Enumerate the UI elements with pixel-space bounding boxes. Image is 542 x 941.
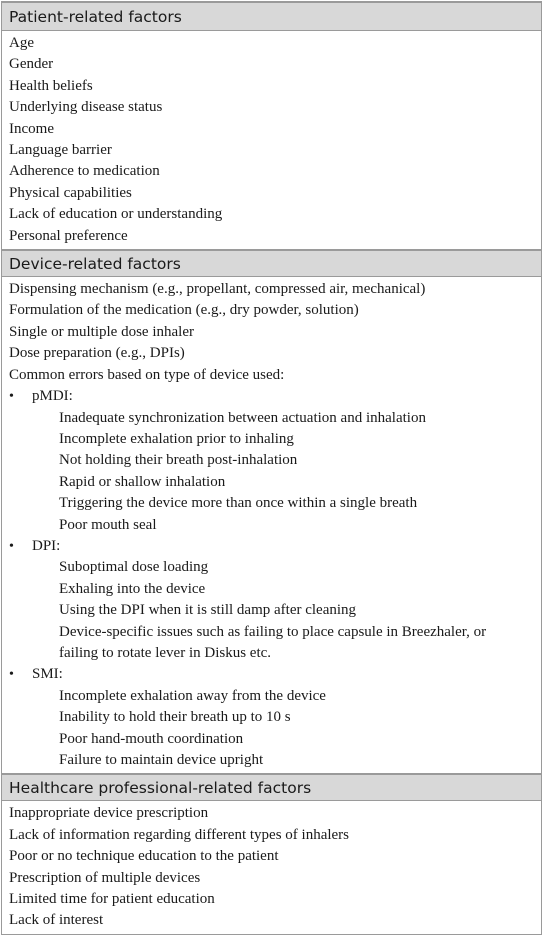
section-body-device xyxy=(2,277,541,773)
list-item: Inappropriate device prescription xyxy=(9,805,209,822)
device-group-pmdi xyxy=(2,386,541,407)
list-item: Language barrier xyxy=(9,142,112,159)
device-error-item: Poor hand-mouth coordination xyxy=(59,730,244,747)
factors-table xyxy=(1,1,542,935)
list-item: Income xyxy=(9,120,54,137)
list-item: Lack of education or understanding xyxy=(9,206,223,223)
section-header-device: Device-related factors xyxy=(2,249,541,277)
list-item: Gender xyxy=(9,56,54,73)
list-item: Dose preparation (e.g., DPIs) xyxy=(9,345,185,362)
list-item: Single or multiple dose inhaler xyxy=(9,323,194,340)
device-group-label: SMI: xyxy=(32,666,63,683)
list-item: Lack of information regarding different types of inhalers xyxy=(9,826,350,843)
device-error-item: Inadequate synchronization between actuation and inhalation xyxy=(59,409,426,426)
device-error-item: Device-specific issues such as failing to place capsule in Breezhaler, or xyxy=(59,623,487,640)
section-patient-factors xyxy=(2,3,541,249)
list-item: Common errors based on type of device used: xyxy=(9,366,285,383)
device-error-item: failing to rotate lever in Diskus etc. xyxy=(59,644,272,661)
list-item: Dispensing mechanism (e.g., propellant, compressed air, mechanical) xyxy=(9,281,426,298)
list-item: Lack of interest xyxy=(9,912,104,929)
device-group-smi xyxy=(2,664,541,685)
list-item: Health beliefs xyxy=(9,77,93,94)
device-group-dpi xyxy=(2,536,541,557)
bullet-icon: • xyxy=(9,389,14,405)
section-device-factors xyxy=(2,249,541,773)
device-error-item: Inability to hold their breath up to 10 s xyxy=(59,709,291,726)
device-error-item: Suboptimal dose loading xyxy=(59,559,209,576)
device-error-item: Rapid or shallow inhalation xyxy=(59,473,226,490)
bullet-icon: • xyxy=(9,667,14,683)
list-item: Age xyxy=(9,35,34,51)
list-item: Limited time for patient education xyxy=(9,891,215,908)
section-header-patient: Patient-related factors xyxy=(2,3,541,31)
device-error-item: Poor mouth seal xyxy=(59,516,157,533)
list-item: Personal preference xyxy=(9,227,128,244)
device-error-item: Failure to maintain device upright xyxy=(59,752,264,768)
list-item: Poor or no technique education to the patient xyxy=(9,848,279,865)
list-item: Physical capabilities xyxy=(9,184,132,201)
bullet-icon: • xyxy=(9,538,14,554)
section-body-healthcare xyxy=(2,801,541,933)
device-group-label: DPI: xyxy=(32,537,61,554)
list-item: Adherence to medication xyxy=(9,163,160,180)
device-group-label: pMDI: xyxy=(32,388,73,405)
list-item: Formulation of the medication (e.g., dry powder, solution) xyxy=(9,302,359,319)
section-healthcare-factors xyxy=(2,773,541,933)
device-error-item: Using the DPI when it is still damp after cleaning xyxy=(59,602,357,619)
device-error-item: Triggering the device more than once within a single breath xyxy=(59,495,418,512)
device-error-item: Not holding their breath post-inhalation xyxy=(59,452,298,469)
list-item: Prescription of multiple devices xyxy=(9,869,201,886)
section-body-patient xyxy=(2,31,541,249)
device-error-item: Incomplete exhalation prior to inhaling xyxy=(59,430,294,447)
device-error-item: Incomplete exhalation away from the device xyxy=(59,687,326,704)
list-item: Underlying disease status xyxy=(9,99,163,116)
section-header-healthcare: Healthcare professional-related factors xyxy=(2,773,541,801)
device-error-item: Exhaling into the device xyxy=(59,580,206,597)
